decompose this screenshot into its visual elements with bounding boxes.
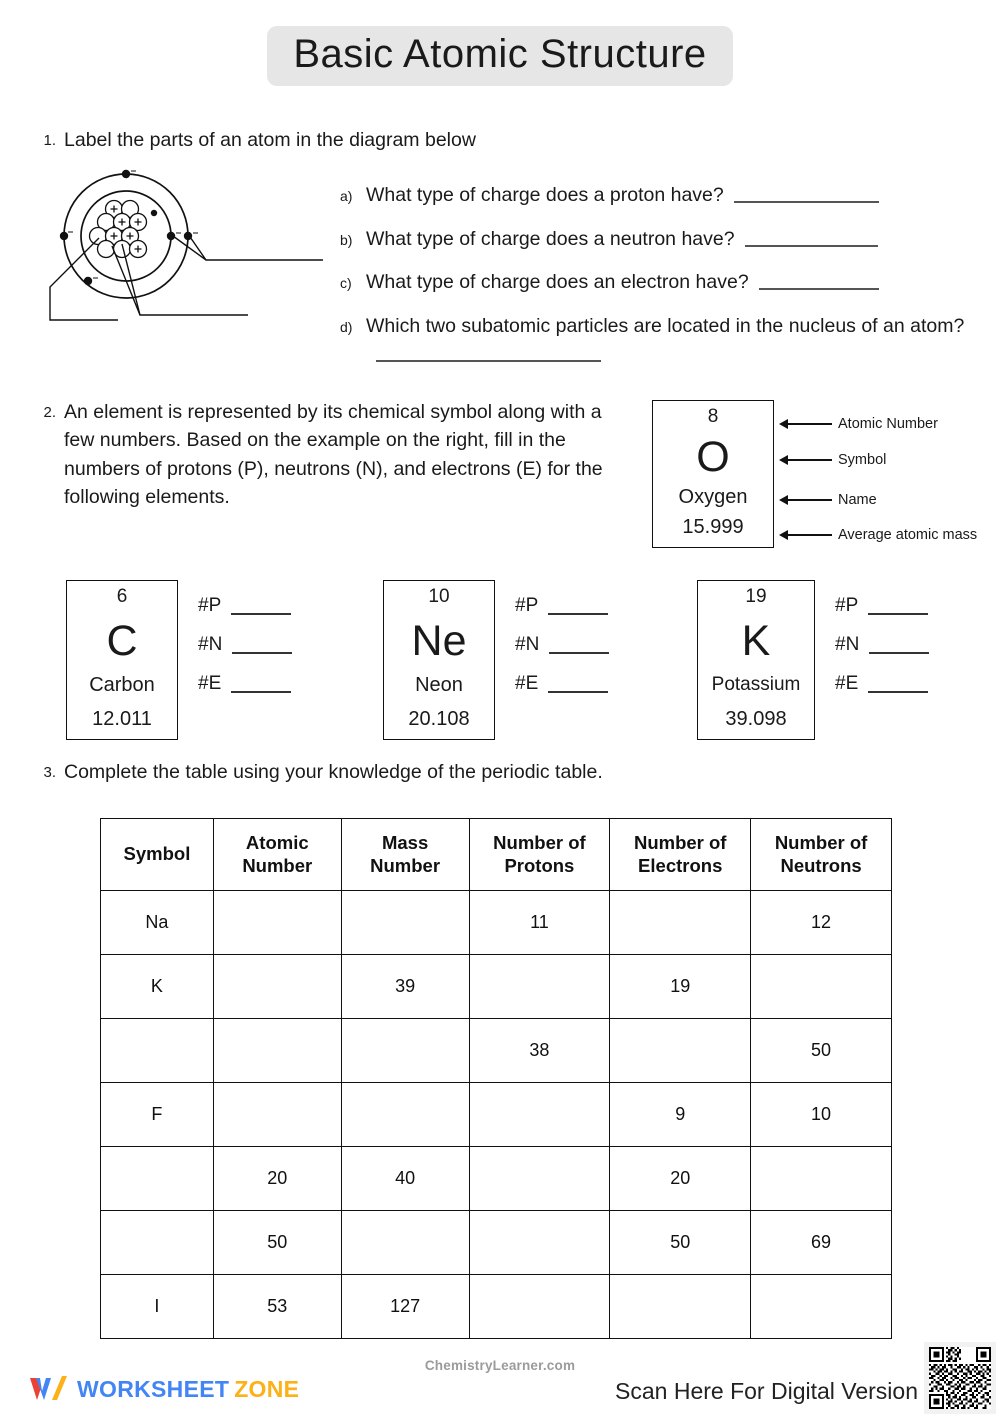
answer-blank-1d[interactable]	[376, 341, 601, 361]
table-header-5: Number of Electrons	[610, 819, 751, 891]
carbon-electrons-row	[198, 674, 292, 693]
table-cell-r2-c3: 39	[341, 955, 469, 1019]
table-cell-r7-c6[interactable]	[751, 1275, 892, 1339]
question-1c	[340, 269, 980, 297]
table-header-row	[101, 819, 892, 891]
neon-neutrons-row	[515, 635, 609, 654]
table-row	[101, 1019, 892, 1083]
table-cell-r1-c2[interactable]	[213, 891, 341, 955]
answer-blank-1a[interactable]	[734, 183, 879, 203]
logo-text-zone: ZONE	[234, 1375, 300, 1402]
table-cell-r1-c5[interactable]	[610, 891, 751, 955]
carbon-protons-row	[198, 596, 292, 615]
arrow-icon	[774, 530, 832, 540]
table-cell-r5-c3: 40	[341, 1147, 469, 1211]
answer-blank-1b[interactable]	[745, 226, 878, 246]
table-cell-r4-c1: F	[101, 1083, 214, 1147]
arrow-icon	[774, 455, 832, 465]
example-symbol: O	[696, 432, 730, 481]
callout-average-atomic-mass-label: Average atomic mass	[838, 527, 978, 543]
element-box-carbon	[66, 580, 178, 740]
table-cell-r6-c2: 50	[213, 1211, 341, 1275]
table-cell-r1-c3[interactable]	[341, 891, 469, 955]
page-title: Basic Atomic Structure	[267, 26, 732, 86]
neon-pne-blanks	[515, 580, 609, 713]
table-cell-r3-c1[interactable]	[101, 1019, 214, 1083]
question-1a-text	[366, 182, 879, 210]
potassium-name: Potassium	[711, 674, 801, 696]
example-mass: 15.999	[682, 516, 744, 538]
table-cell-r3-c5[interactable]	[610, 1019, 751, 1083]
carbon-atomic-number: 6	[116, 586, 128, 607]
potassium-electrons-blank[interactable]	[868, 691, 928, 693]
carbon-neutrons-blank[interactable]	[232, 652, 292, 654]
neon-electrons-blank[interactable]	[548, 691, 608, 693]
table-header-1: Symbol	[101, 819, 214, 891]
table-cell-r5-c4[interactable]	[469, 1147, 610, 1211]
potassium-neutrons-row	[835, 635, 929, 654]
arrow-icon	[774, 495, 832, 505]
periodic-table-worksheet	[100, 818, 892, 1339]
table-row	[101, 1083, 892, 1147]
table-cell-r2-c6[interactable]	[751, 955, 892, 1019]
credit-text: ChemistryLearner.com	[424, 1358, 576, 1373]
qr-code[interactable]	[924, 1342, 996, 1414]
carbon-mass: 12.011	[92, 708, 152, 730]
potassium-neutrons-blank[interactable]	[869, 652, 929, 654]
table-row	[101, 955, 892, 1019]
table-header-3: Mass Number	[341, 819, 469, 891]
table-cell-r2-c5: 19	[610, 955, 751, 1019]
element-exercise-carbon	[66, 580, 292, 740]
table-cell-r5-c1[interactable]	[101, 1147, 214, 1211]
question-1c-text	[366, 269, 879, 297]
neon-symbol: Ne	[411, 616, 467, 665]
atom-diagram	[36, 168, 346, 333]
table-cell-r5-c5: 20	[610, 1147, 751, 1211]
carbon-protons-label: #P	[198, 595, 222, 616]
table-cell-r2-c1: K	[101, 955, 214, 1019]
scan-prompt-text: Scan Here For Digital Version	[615, 1378, 918, 1404]
potassium-protons-label: #P	[835, 595, 859, 616]
table-cell-r6-c4[interactable]	[469, 1211, 610, 1275]
table-cell-r2-c4[interactable]	[469, 955, 610, 1019]
neon-neutrons-blank[interactable]	[549, 652, 609, 654]
table-cell-r4-c2[interactable]	[213, 1083, 341, 1147]
neon-name: Neon	[415, 674, 463, 697]
table-cell-r3-c4: 38	[469, 1019, 610, 1083]
arrow-icon	[774, 419, 832, 429]
potassium-protons-blank[interactable]	[868, 613, 928, 615]
carbon-symbol: C	[106, 616, 138, 665]
question-1-subparts	[340, 182, 980, 384]
question-1a	[340, 182, 980, 210]
callout-atomic-number	[774, 416, 938, 432]
table-cell-r3-c2[interactable]	[213, 1019, 341, 1083]
table-body	[101, 891, 892, 1339]
element-exercise-potassium	[697, 580, 929, 740]
table-cell-r7-c2: 53	[213, 1275, 341, 1339]
table-cell-r5-c6[interactable]	[751, 1147, 892, 1211]
table-cell-r2-c2[interactable]	[213, 955, 341, 1019]
question-3-text: Complete the table using your knowledge of the periodic table.	[64, 761, 603, 783]
carbon-protons-blank[interactable]	[231, 613, 291, 615]
table-cell-r4-c6: 10	[751, 1083, 892, 1147]
example-atomic-number: 8	[707, 406, 719, 427]
carbon-neutrons-label: #N	[198, 634, 223, 655]
table-header-4: Number of Protons	[469, 819, 610, 891]
potassium-electrons-label: #E	[835, 673, 859, 694]
question-1d-text	[366, 313, 980, 368]
question-1c-label: What type of charge does an electron have?	[366, 271, 749, 294]
neon-protons-row	[515, 596, 609, 615]
question-1b-label: What type of charge does a neutron have?	[366, 227, 735, 250]
table-cell-r4-c4[interactable]	[469, 1083, 610, 1147]
answer-blank-1c[interactable]	[759, 270, 879, 290]
table-cell-r4-c3[interactable]	[341, 1083, 469, 1147]
example-name: Oxygen	[678, 486, 748, 509]
question-1a-letter: a)	[340, 188, 353, 204]
element-box-neon	[383, 580, 495, 740]
table-cell-r1-c4: 11	[469, 891, 610, 955]
table-header-6: Number of Neutrons	[751, 819, 892, 891]
table-cell-r5-c2: 20	[213, 1147, 341, 1211]
neon-protons-blank[interactable]	[548, 613, 608, 615]
potassium-protons-row	[835, 596, 929, 615]
question-1a-label: What type of charge does a proton have?	[366, 184, 724, 206]
callout-symbol	[774, 452, 886, 468]
table-row	[101, 891, 892, 955]
table-cell-r1-c1: Na	[101, 891, 214, 955]
question-1b	[340, 226, 980, 254]
callout-average-atomic-mass	[774, 527, 977, 543]
callout-atomic-number-label: Atomic Number	[838, 416, 938, 432]
question-2-text: An element is represented by its chemical symbol along with a few numbers. Based on the example on the right, fill in the numbers of protons (P), neutrons (N), and electrons (E) for the following elements.	[64, 401, 603, 508]
question-2	[30, 398, 620, 511]
callout-name	[774, 492, 877, 508]
worksheet-zone-logo[interactable]	[28, 1372, 299, 1406]
potassium-atomic-number: 19	[745, 586, 767, 607]
example-element-diagram	[652, 400, 978, 548]
question-1d-label: Which two subatomic particles are located in the nucleus of an atom?	[366, 315, 965, 338]
question-1c-letter: c)	[340, 275, 352, 292]
question-1-number: 1.	[43, 132, 56, 149]
table-cell-r6-c6: 69	[751, 1211, 892, 1275]
table-cell-r1-c6: 12	[751, 891, 892, 955]
example-callouts	[774, 400, 1000, 548]
table-row	[101, 1147, 892, 1211]
question-1	[30, 126, 730, 154]
table-cell-r7-c3: 127	[341, 1275, 469, 1339]
table-cell-r7-c4[interactable]	[469, 1275, 610, 1339]
element-table	[100, 818, 892, 1339]
question-3-number: 3.	[43, 764, 56, 781]
question-2-number: 2.	[43, 404, 56, 421]
question-3	[30, 758, 830, 786]
neon-protons-label: #P	[515, 595, 539, 616]
table-cell-r6-c3[interactable]	[341, 1211, 469, 1275]
question-1b-letter: b)	[340, 231, 353, 248]
table-cell-r6-c1[interactable]	[101, 1211, 214, 1275]
neon-atomic-number: 10	[428, 586, 450, 607]
table-row	[101, 1211, 892, 1275]
callout-name-label: Name	[838, 492, 877, 508]
atom-diagram-svg	[36, 168, 346, 333]
potassium-mass: 39.098	[725, 707, 787, 730]
callout-symbol-label: Symbol	[838, 452, 887, 468]
table-cell-r3-c3[interactable]	[341, 1019, 469, 1083]
neon-neutrons-label: #N	[515, 634, 540, 655]
carbon-electrons-blank[interactable]	[231, 691, 291, 693]
question-1b-text	[366, 226, 878, 254]
table-cell-r7-c1: I	[101, 1275, 214, 1339]
question-1d	[340, 313, 980, 368]
carbon-pne-blanks	[198, 580, 292, 713]
carbon-name: Carbon	[89, 674, 155, 697]
question-1d-letter: d)	[340, 319, 353, 336]
qr-code-icon	[929, 1347, 991, 1409]
element-exercise-neon	[383, 580, 609, 740]
question-1-text: Label the parts of an atom in the diagram below	[64, 129, 476, 151]
worksheet-zone-mark-icon	[28, 1372, 70, 1406]
table-cell-r3-c6: 50	[751, 1019, 892, 1083]
logo-text-worksheet: WORKSHEET	[77, 1375, 230, 1402]
potassium-neutrons-label: #N	[835, 634, 860, 655]
table-cell-r4-c5: 9	[610, 1083, 751, 1147]
table-row	[101, 1275, 892, 1339]
table-cell-r7-c5[interactable]	[610, 1275, 751, 1339]
potassium-electrons-row	[835, 674, 929, 693]
neon-electrons-label: #E	[515, 673, 539, 694]
element-box-potassium	[697, 580, 815, 740]
neon-electrons-row	[515, 674, 609, 693]
potassium-pne-blanks	[835, 580, 929, 713]
carbon-neutrons-row	[198, 635, 292, 654]
carbon-electrons-label: #E	[198, 673, 222, 694]
neon-mass: 20.108	[408, 708, 470, 730]
page-header	[0, 0, 1000, 86]
potassium-symbol: K	[741, 616, 771, 665]
table-header-2: Atomic Number	[213, 819, 341, 891]
example-element-box	[652, 400, 774, 548]
table-cell-r6-c5: 50	[610, 1211, 751, 1275]
